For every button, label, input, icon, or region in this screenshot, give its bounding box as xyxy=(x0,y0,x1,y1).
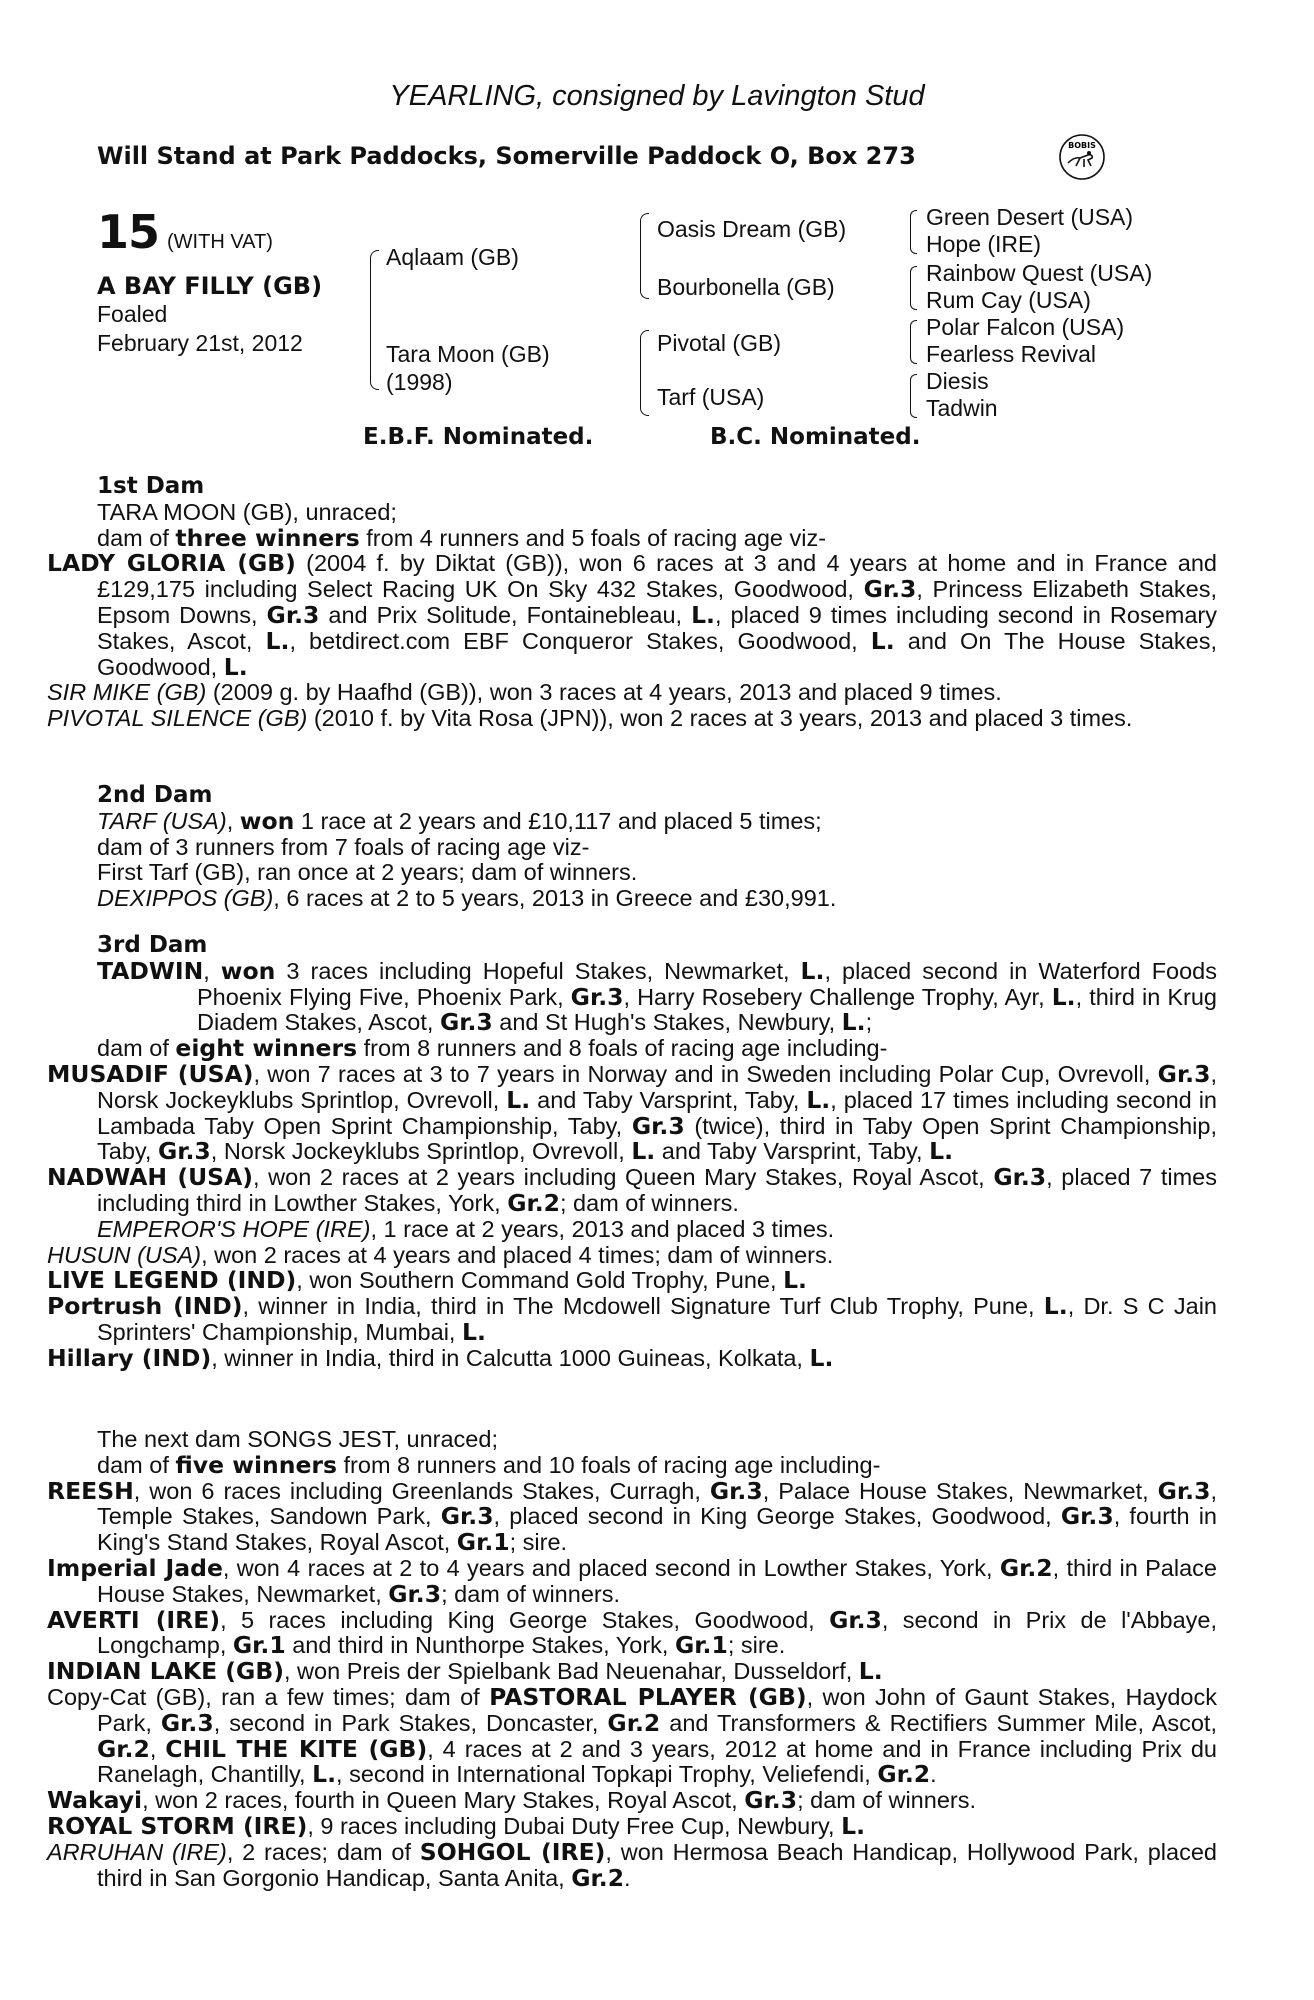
first-dam-summary: dam of three winners from 4 runners and 5 foals of racing age viz- xyxy=(97,523,827,552)
pedigree-dam-dam: Tarf (USA) xyxy=(657,384,765,410)
first-dam-intro: TARA MOON (GB), unraced; xyxy=(97,498,397,525)
stand-location: Will Stand at Park Paddocks, Somerville Paddock O, Box 273 xyxy=(97,142,916,170)
pedigree-dam: Tara Moon (GB) xyxy=(386,341,550,367)
pedigree-brace-g3 xyxy=(910,320,917,364)
progeny-husun: HUSUN (USA), won 2 races at 4 years and placed 4 times; dam of winners. xyxy=(47,1241,834,1268)
first-dam-heading: 1st Dam xyxy=(97,473,205,499)
pedigree-sire-dam: Bourbonella (GB) xyxy=(657,274,835,300)
pedigree-g3: Rainbow Quest (USA) xyxy=(926,260,1153,286)
progeny-musadif: MUSADIF (USA), won 7 races at 3 to 7 years in Norway and in Sweden including Polar Cup, Ovrevoll, Gr.3, Norsk Jockeyklubs Sprintlop, Ovrevoll, L. and Taby Varsprint, Taby, L., placed 17 times including second in Lambada Taby Open Sprint Championship, Taby, Gr.3 (twice), third in Taby Open Sprint Championship, Taby, Gr.3, Norsk Jockeyklubs Sprintlop, Ovrevoll, L. and Taby Varsprint, Taby, L. xyxy=(47,1059,1217,1166)
pedigree-dam-year: (1998) xyxy=(386,369,453,395)
progeny-portrush: Portrush (IND), winner in India, third in The Mcdowell Signature Turf Club Trophy, Pune, L., Dr. S C Jain Sprinters' Championship, Mumbai, L. xyxy=(47,1292,1217,1346)
progeny-sir-mike: SIR MIKE (GB) (2009 g. by Haafhd (GB)), won 3 races at 4 years, 2013 and placed 9 times. xyxy=(47,679,1002,706)
vat-note: (WITH VAT) xyxy=(167,231,273,253)
next-dam-intro: The next dam SONGS JEST, unraced; xyxy=(97,1426,498,1452)
first-dam-section xyxy=(47,473,1218,732)
pedigree-brace-g2 xyxy=(910,266,917,310)
horse-name: A BAY FILLY (GB) xyxy=(97,272,323,300)
pedigree-g2: Hope (IRE) xyxy=(926,231,1042,257)
progeny-wakayi: Wakayi, won 2 races, fourth in Queen Mary Stakes, Royal Ascot, Gr.3; dam of winners. xyxy=(47,1786,976,1815)
progeny-royal-storm: ROYAL STORM (IRE), 9 races including Dubai Duty Free Cup, Newbury, L. xyxy=(47,1811,866,1840)
bc-nominated: B.C. Nominated. xyxy=(710,424,921,450)
progeny-nadwah: NADWAH (USA), won 2 races at 2 years including Queen Mary Stakes, Royal Ascot, Gr.3, placed 7 times including third in Lowther Stakes, York, Gr.2; dam of winners. xyxy=(47,1163,1217,1217)
pedigree-g1: Green Desert (USA) xyxy=(926,204,1134,230)
progeny-live-legend: LIVE LEGEND (IND), won Southern Command Gold Trophy, Pune, L. xyxy=(47,1266,807,1295)
second-dam-intro: TARF (USA), won 1 race at 2 years and £10,117 and placed 5 times; xyxy=(97,806,822,835)
second-dam-summary: dam of 3 runners from 7 foals of racing age viz- xyxy=(97,833,590,860)
progeny-hillary: Hillary (IND), winner in India, third in Calcutta 1000 Guineas, Kolkata, L. xyxy=(47,1343,834,1372)
second-dam-section xyxy=(97,783,1217,912)
foaled-date: February 21st, 2012 xyxy=(97,330,303,356)
progeny-first-tarf: First Tarf (GB), ran once at 2 years; dam of winners. xyxy=(97,859,638,886)
next-dam-section xyxy=(47,1426,1218,1892)
pedigree-brace-main xyxy=(370,250,379,390)
progeny-imperial-jade: Imperial Jade, won 4 races at 2 to 4 years and placed second in Lowther Stakes, York, Gr.2, third in Palace House Stakes, Newmarket, Gr.3; dam of winners. xyxy=(47,1553,1217,1608)
progeny-lady-gloria: LADY GLORIA (GB) (2004 f. by Diktat (GB)), won 6 races at 3 and 4 years at home and in France and £129,175 including Select Racing UK On Sky 432 Stakes, Goodwood, Gr.3, Princess Elizabeth Stakes, Epsom Downs, Gr.3 and Prix Solitude, Fontainebleau, L., placed 9 times including second in Rosemary Stakes, Ascot, L., betdirect.com EBF Conqueror Stakes, Goodwood, L. and On The House Stakes, Goodwood, L. xyxy=(47,549,1218,681)
pedigree-sire-sire: Oasis Dream (GB) xyxy=(657,216,847,242)
pedigree-g8: Tadwin xyxy=(926,395,998,421)
pedigree-brace-g1 xyxy=(910,210,917,254)
pedigree-g6: Fearless Revival xyxy=(926,341,1096,367)
second-dam-heading: 2nd Dam xyxy=(97,782,213,808)
lot-number-block xyxy=(97,205,273,259)
third-dam-summary: dam of eight winners from 8 runners and 8 foals of racing age including- xyxy=(97,1034,888,1063)
pedigree-brace-g4 xyxy=(910,374,917,418)
progeny-dexippos: DEXIPPOS (GB), 6 races at 2 to 5 years, 2013 in Greece and £30,991. xyxy=(97,885,837,912)
lot-number: 15 xyxy=(97,205,160,259)
pedigree-g4: Rum Cay (USA) xyxy=(926,287,1091,313)
next-dam-summary: dam of five winners from 8 runners and 10 foals of racing age including- xyxy=(97,1450,881,1479)
pedigree-g7: Diesis xyxy=(926,368,989,394)
third-dam-section xyxy=(47,932,1218,1372)
pedigree-g5: Polar Falcon (USA) xyxy=(926,314,1125,340)
pedigree-brace-sire xyxy=(640,213,649,299)
third-dam-heading: 3rd Dam xyxy=(97,932,208,958)
page-title: YEARLING, consigned by Lavington Stud xyxy=(389,80,925,112)
progeny-averti: AVERTI (IRE), 5 races including King George Stakes, Goodwood, Gr.3, second in Prix de l'Abbaye, Longchamp, Gr.1 and third in Nunthorpe Stakes, York, Gr.1; sire. xyxy=(47,1605,1218,1660)
progeny-reesh: REESH, won 6 races including Greenlands Stakes, Curragh, Gr.3, Palace House Stakes, Newmarket, Gr.3, Temple Stakes, Sandown Park, Gr.3, placed second in King George Stakes, Goodwood, Gr.3, fourth in King's Stand Stakes, Royal Ascot, Gr.1; sire. xyxy=(47,1476,1217,1557)
progeny-emperors-hope: EMPEROR'S HOPE (IRE), 1 race at 2 years, 2013 and placed 3 times. xyxy=(97,1215,835,1242)
pedigree-sire: Aqlaam (GB) xyxy=(386,244,519,270)
pedigree-dam-sire: Pivotal (GB) xyxy=(657,330,781,356)
third-dam-intro: TADWIN, won 3 races including Hopeful Stakes, Newmarket, L., placed second in Waterford Foods Phoenix Flying Five, Phoenix Park, Gr.3, Harry Rosebery Challenge Trophy, Ayr, L., third in Krug Diadem Stakes, Ascot, Gr.3 and St Hugh's Stakes, Newbury, L.; xyxy=(97,956,1218,1037)
progeny-arruhan: ARRUHAN (IRE), 2 races; dam of SOHGOL (IRE), won Hermosa Beach Handicap, Hollywood Park, placed third in San Gorgonio Handicap, Santa Anita, Gr.2. xyxy=(47,1837,1217,1892)
progeny-indian-lake: INDIAN LAKE (GB), won Preis der Spielbank Bad Neuenahar, Dusseldorf, L. xyxy=(47,1657,883,1686)
progeny-pivotal-silence: PIVOTAL SILENCE (GB) (2010 f. by Vita Rosa (JPN)), won 2 races at 3 years, 2013 and placed 3 times. xyxy=(47,705,1133,732)
bobis-logo-icon xyxy=(1058,133,1106,181)
progeny-copy-cat: Copy-Cat (GB), ran a few times; dam of PASTORAL PLAYER (GB), won John of Gaunt Stakes, Haydock Park, Gr.3, second in Park Stakes, Doncaster, Gr.2 and Transformers & Rectifiers Summer Mile, Ascot, Gr.2, CHIL THE KITE (GB), 4 races at 2 and 3 years, 2012 at home and in France including Prix du Ranelagh, Chantilly, L., second in International Topkapi Trophy, Veliefendi, Gr.2. xyxy=(47,1682,1218,1789)
foaled-label: Foaled xyxy=(97,301,168,327)
ebf-nominated: E.B.F. Nominated. xyxy=(363,424,594,450)
svg-text:BOBIS: BOBIS xyxy=(1068,141,1096,150)
pedigree-brace-dam xyxy=(640,330,649,416)
